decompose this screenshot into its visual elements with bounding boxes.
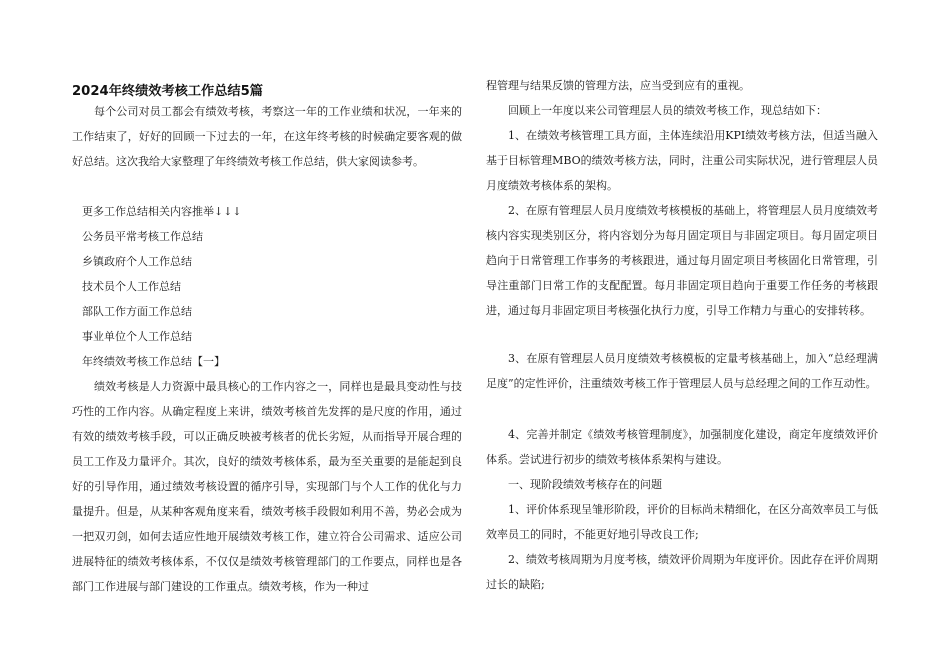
recommend-link-1[interactable]: 公务员平常考核工作总结	[82, 230, 203, 243]
continued-paragraph: 程管理与结果反馈的管理方法，应当受到应有的重视。	[486, 79, 750, 92]
recommend-link-5[interactable]: 事业单位个人工作总结	[82, 330, 192, 343]
body-paragraph: 绩效考核是人力资源中最具核心的工作内容之一，同样也是最具变动性与技巧性的工作内容。从确定程度上来讲，绩效考核首先发挥的是尺度的作用，通过有效的绩效考核手段，可以正确反映被考核者的优长劣短，从而指导开展合理的员工工作及力量评介。其次，良好的绩效考核体系，最为至关重要的是能起到良好的引导作用，通过绩效考核设置的循序引导，实现部门与个人工作的优化与力量提升。但是，从某种客观角度来看，绩效考核手段假如利用不善，势必会成为一把双刃剑，如何去适应性地开展绩效考核工作，建立符合公司需求、适应公司进展特征的绩效考核体系，不仅仅是绩效考核管理部门的工作要点，同样也是各部门工作进展与部门建设的工作重点。绩效考核，作为一种过	[72, 380, 462, 593]
recommend-link-4[interactable]: 部队工作方面工作总结	[82, 305, 192, 318]
document-title: 2024年终绩效考核工作总结5篇	[72, 84, 263, 99]
problems-heading: 一、现阶段绩效考核存在的问题	[508, 478, 662, 491]
recommend-heading: 更多工作总结相关内容推举↓↓↓	[82, 205, 242, 218]
recommend-link-3[interactable]: 技术员个人工作总结	[82, 280, 181, 293]
item-paragraph-2: 2、在原有管理层人员月度绩效考核模板的基础上，将管理层人员月度绩效考核内容实现类别区分，将内容划分为每月固定项目与非固定项目。每月固定项目趋向于日常管理工作事务的考核跟进，通过每月固定项目考核固化日常管理，引导注重部门日常工作的支配配置。每月非固定项目趋向于重要工作任务的考核跟进，通过每月非固定项目考核强化执行力度，引导工作精力与重心的安排转移。	[486, 204, 878, 317]
problem-paragraph-2: 2、绩效考核周期为月度考核，绩效评价周期为年度评价。因此存在评价周期过长的缺陷;	[486, 553, 878, 591]
item-paragraph-4: 4、完善并制定《绩效考核管理制度》，加强制度化建设，商定年度绩效评价体系。尝试进行初步的绩效考核体系架构与建设。	[486, 428, 878, 466]
item-paragraph-1: 1、在绩效考核管理工具方面，主体连续沿用KPI绩效考核方法，但适当融入基于目标管理MBO的绩效考核方法，同时，注重公司实际状况，进行管理层人员月度绩效考核体系的架构。	[486, 129, 878, 192]
section-title: 年终绩效考核工作总结【一】	[82, 355, 225, 368]
problem-paragraph-1: 1、评价体系现呈雏形阶段，评价的目标尚未精细化，在区分高效率员工与低效率员工的同时，不能更好地引导改良工作;	[486, 503, 878, 541]
review-paragraph: 回顾上一年度以来公司管理层人员的绩效考核工作，现总结如下：	[508, 104, 827, 117]
intro-paragraph: 每个公司对员工都会有绩效考核，考察这一年的工作业绩和状况，一年来的工作结束了，好好的回顾一下过去的一年，在这年终考核的时候确定要客观的做好总结。这次我给大家整理了年终绩效考核工作总结，供大家阅读参考。	[72, 105, 462, 168]
item-paragraph-3: 3、在原有管理层人员月度绩效考核模板的定量考核基础上，加入“总经理满足度”的定性评价，注重绩效考核工作于管理层人员与总经理之间的工作互动性。	[486, 352, 878, 390]
recommend-link-2[interactable]: 乡镇政府个人工作总结	[82, 255, 192, 268]
